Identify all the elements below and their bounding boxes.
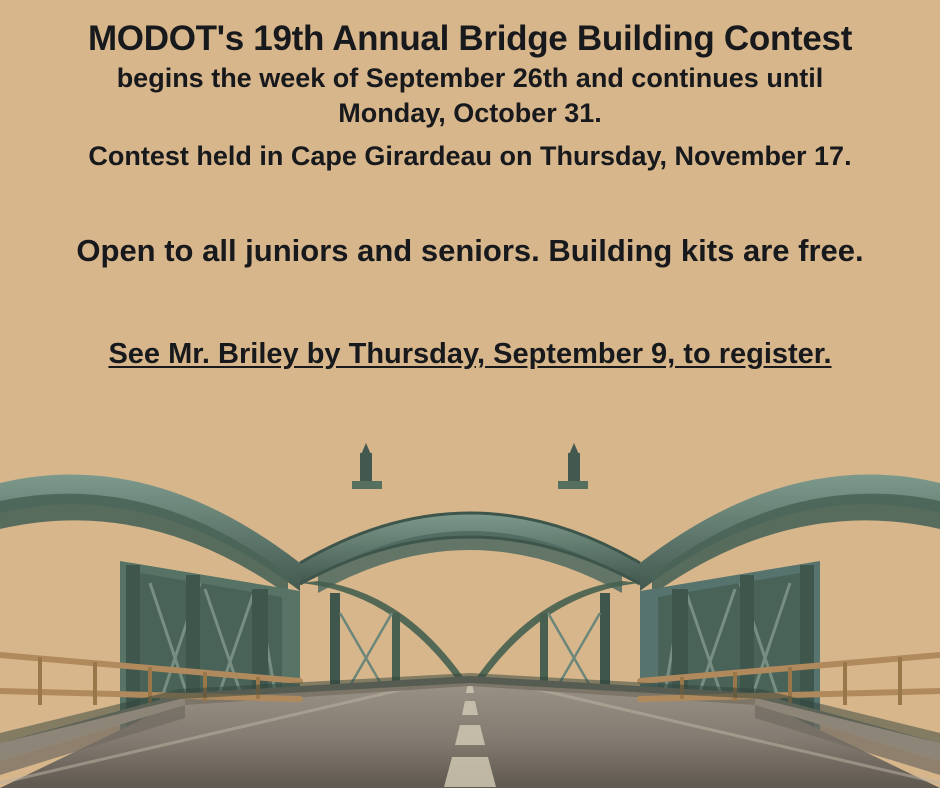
registration-line: See Mr. Briley by Thursday, September 9, to register.: [108, 338, 832, 371]
date-line-1: begins the week of September 26th and continues until: [116, 63, 824, 94]
bridge-photo: [0, 443, 940, 788]
poster-text-block: [0, 0, 940, 373]
date-line-2: Monday, October 31.: [338, 98, 602, 129]
page-title: MODOT's 19th Annual Bridge Building Contest: [87, 19, 853, 58]
eligibility-line: Open to all juniors and seniors. Building kits are free.: [76, 232, 864, 268]
contest-location-line: Contest held in Cape Girardeau on Thursday, November 17.: [88, 141, 852, 172]
